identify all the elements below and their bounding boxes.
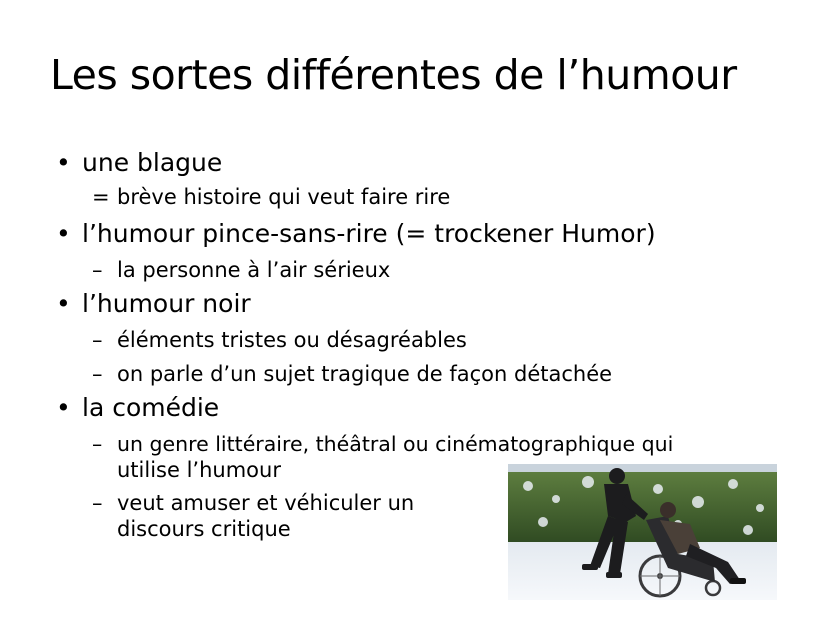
bullet-text: une blague [82,148,223,177]
sub-item [92,359,612,389]
bullet-item [56,289,251,319]
bullet-marker: • [56,393,71,422]
bullet-text: l’humour noir [82,289,251,318]
bullet-item [56,393,219,423]
sub-marker: = [92,185,110,209]
sub-text: veut amuser et véhiculer un [117,491,415,515]
bullet-text: la comédie [82,393,220,422]
bullet-text: l’humour pince-sans-rire (= trockener Humor) [82,219,656,248]
sub-text: un genre littéraire, théâtral ou cinématographique qui [117,432,674,456]
sub-marker: – [92,432,103,456]
bullet-marker: • [56,289,71,318]
bullet-marker: • [56,148,71,177]
sub-text: on parle d’un sujet tragique de façon détachée [117,362,613,386]
sub-marker: – [92,258,103,282]
sub-marker: – [92,362,103,386]
sub-marker: – [92,491,103,515]
wheelchair-snow-scene [508,464,777,600]
slide-title: Les sortes différentes de l’humour [50,51,737,99]
sub-item [92,182,450,212]
sub-marker: – [92,328,103,352]
bullet-item [56,219,656,249]
sub-item [92,325,467,355]
sub-item-continuation: discours critique [117,517,291,541]
sub-text: brève histoire qui veut faire rire [117,185,451,209]
bullet-item [56,148,222,178]
sub-item [92,255,390,285]
sub-text: éléments tristes ou désagréables [117,328,467,352]
sub-item-continuation: utilise l’humour [117,458,281,482]
movie-still-photo [508,464,777,600]
sub-text: la personne à l’air sérieux [117,258,391,282]
bullet-marker: • [56,219,71,248]
